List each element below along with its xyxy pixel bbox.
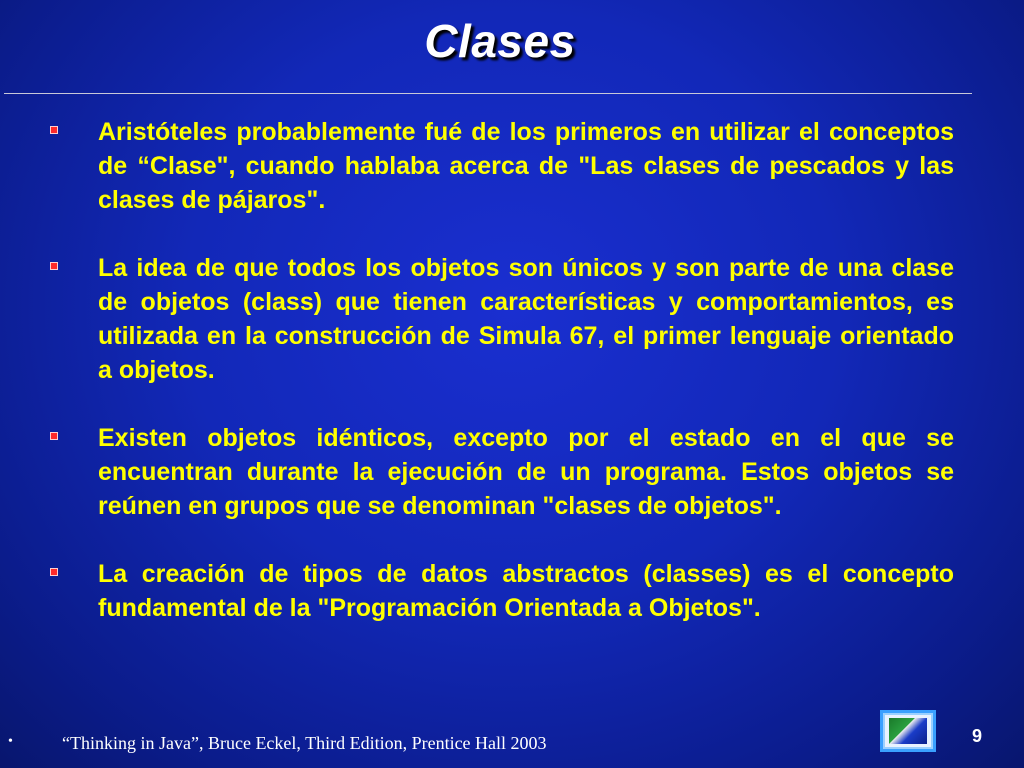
- publisher-logo-icon: [880, 710, 936, 752]
- bullet-item: [46, 115, 954, 217]
- bullet-text: Aristóteles probablemente fué de los primeros en utilizar el conceptos de “Clase", cuando hablaba acerca de "Las clases de pescados y las clases de pájaros".: [98, 118, 954, 214]
- bullet-text: La idea de que todos los objetos son únicos y son parte de una clase de objetos (class) que tienen características y comportamientos, es utilizada en la construcción de Simula 67, el primer lenguaje orientado a objetos.: [98, 254, 954, 384]
- red-square-bullet-icon: [50, 568, 58, 576]
- red-square-bullet-icon: [50, 262, 58, 270]
- title-divider: [4, 93, 972, 94]
- bullet-text: La creación de tipos de datos abstractos (classes) es el concepto fundamental de la "Programación Orientada a Objetos".: [98, 560, 954, 622]
- logo-graphic: [889, 718, 927, 744]
- footer-reference: “Thinking in Java”, Bruce Eckel, Third Edition, Prentice Hall 2003: [62, 733, 547, 753]
- bullet-text: Existen objetos idénticos, excepto por el estado en el que se encuentran durante la ejecución de un programa. Estos objetos se reúnen en grupos que se denominan "clases de objetos".: [98, 424, 954, 520]
- bullet-list: [46, 115, 954, 659]
- slide-title: Clases: [424, 15, 576, 67]
- red-square-bullet-icon: [50, 126, 58, 134]
- footer-bullet: •: [8, 734, 13, 749]
- red-square-bullet-icon: [50, 432, 58, 440]
- page-number: 9: [971, 726, 982, 746]
- bullet-item: [46, 421, 954, 523]
- bullet-item: [46, 557, 954, 625]
- bullet-item: [46, 251, 954, 387]
